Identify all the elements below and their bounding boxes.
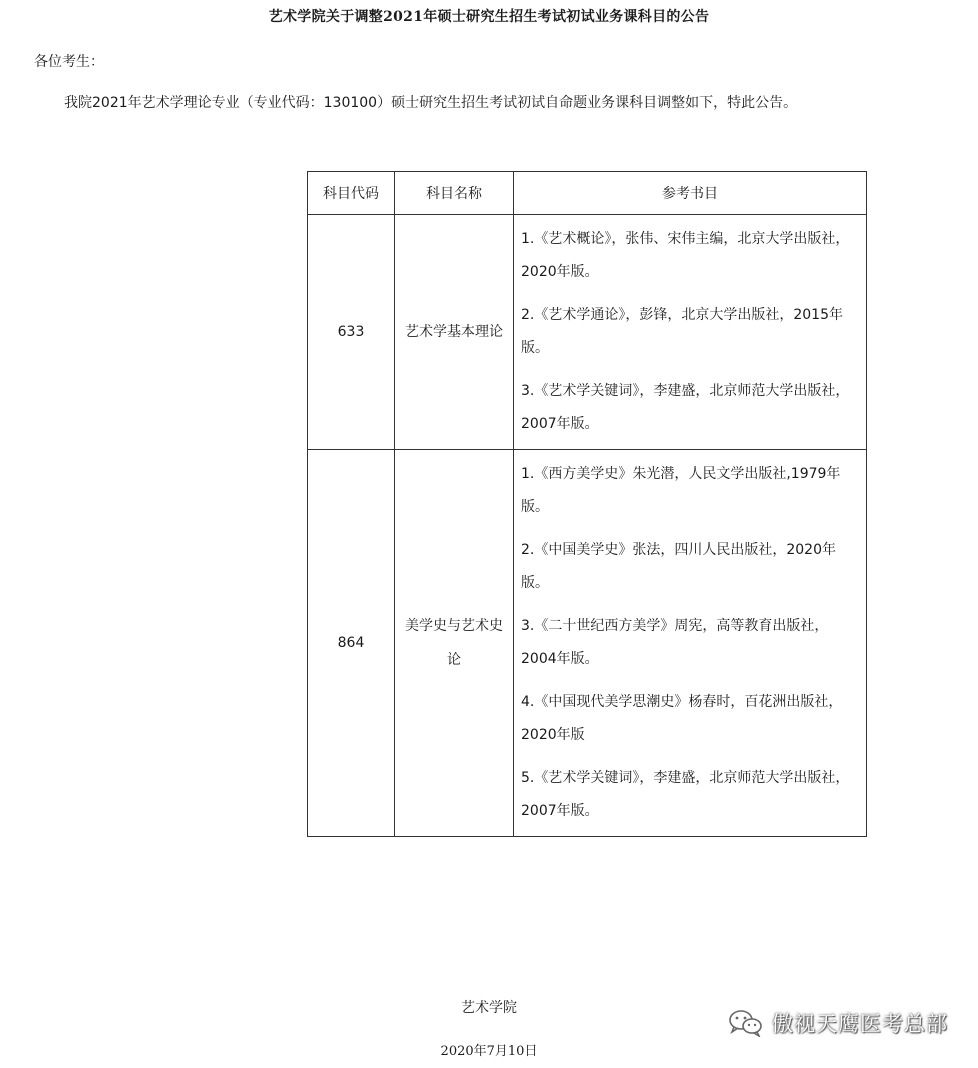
intro-paragraph: 我院2021年艺术学理论专业（专业代码：130100）硕士研究生招生考试初试自命题业务课科目调整如下，特此公告。 [64, 95, 798, 111]
watermark [728, 1008, 948, 1038]
wechat-icon [728, 1009, 764, 1037]
document-title: 艺术学院关于调整2021年硕士研究生招生考试初试业务课科目的公告 [268, 9, 710, 25]
footer-date: 2020年7月10日 [440, 1044, 538, 1059]
table-header-row [308, 172, 867, 215]
subjects-table [307, 171, 867, 837]
reference-list [514, 450, 867, 837]
subject-code: 864 [308, 450, 395, 837]
reference-list [514, 215, 867, 450]
subject-name: 美学史与艺术史论 [395, 450, 514, 837]
header-refs: 参考书目 [514, 172, 867, 215]
reference-item: 3.《二十世纪西方美学》周宪，高等教育出版社，2004年版。 [521, 618, 829, 667]
table-row [308, 215, 867, 450]
subject-name: 艺术学基本理论 [395, 215, 514, 450]
watermark-text: 傲视天鹰医考总部 [772, 1012, 948, 1036]
reference-item: 2.《艺术学通论》，彭锋，北京大学出版社，2015年版。 [521, 307, 843, 356]
salutation: 各位考生： [34, 54, 104, 70]
footer-organization: 艺术学院 [461, 1000, 517, 1016]
header-code: 科目代码 [308, 172, 395, 215]
header-name: 科目名称 [395, 172, 514, 215]
reference-item: 1.《西方美学史》朱光潜，人民文学出版社,1979年版。 [521, 466, 841, 515]
reference-item: 3.《艺术学关键词》，李建盛，北京师范大学出版社，2007年版。 [521, 383, 850, 432]
reference-item: 1.《艺术概论》，张伟、宋伟主编，北京大学出版社，2020年版。 [521, 231, 850, 280]
table-row [308, 450, 867, 837]
reference-item: 5.《艺术学关键词》，李建盛，北京师范大学出版社，2007年版。 [521, 770, 850, 819]
reference-item: 4.《中国现代美学思潮史》杨春时，百花洲出版社，2020年版 [521, 694, 843, 743]
reference-item: 2.《中国美学史》张法，四川人民出版社，2020年版。 [521, 542, 836, 591]
subject-code: 633 [308, 215, 395, 450]
